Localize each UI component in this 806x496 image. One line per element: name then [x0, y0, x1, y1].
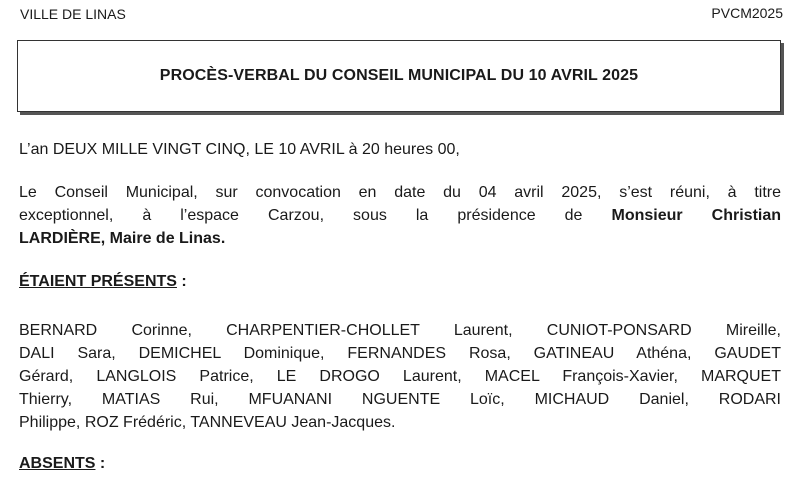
present-line-4: Thierry, MATIAS Rui, MFUANANI NGUENTE Loïc, MICHAUD Daniel, RODARI: [19, 391, 781, 408]
header-reference: PVCM2025: [711, 5, 783, 21]
document-title: PROCÈS-VERBAL DU CONSEIL MUNICIPAL DU 10 AVRIL 2025: [159, 67, 639, 84]
mayor-name-part-1: Monsieur Christian: [611, 207, 782, 224]
present-members-list: [19, 319, 781, 434]
section-present-heading: [19, 273, 187, 291]
title-box: [17, 40, 781, 112]
present-line-1: BERNARD Corinne, CHARPENTIER-CHOLLET Laurent, CUNIOT-PONSARD Mireille,: [19, 322, 781, 339]
present-heading-text: ÉTAIENT PRÉSENTS: [19, 273, 177, 290]
session-line-2-text: exceptionnel, à l’espace Carzou, sous la présidence de: [19, 207, 583, 224]
intro-paragraph: L’an DEUX MILLE VINGT CINQ, LE 10 AVRIL à 20 heures 00,: [19, 141, 460, 158]
absent-heading-suffix: :: [95, 455, 106, 472]
absent-heading-text: ABSENTS: [19, 455, 96, 472]
mayor-name-part-2: LARDIÈRE, Maire de Linas.: [19, 230, 226, 247]
present-heading-suffix: :: [176, 273, 187, 290]
header-municipality: VILLE DE LINAS: [20, 6, 126, 22]
present-line-2: DALI Sara, DEMICHEL Dominique, FERNANDES Rosa, GATINEAU Athéna, GAUDET: [19, 345, 781, 362]
session-line-1: Le Conseil Municipal, sur convocation en date du 04 avril 2025, s’est réuni, à titre: [19, 184, 781, 201]
session-paragraph: [19, 181, 781, 250]
section-absent-heading: [19, 455, 105, 473]
present-line-3: Gérard, LANGLOIS Patrice, LE DROGO Laurent, MACEL François-Xavier, MARQUET: [19, 368, 781, 385]
present-line-5: Philippe, ROZ Frédéric, TANNEVEAU Jean-Jacques.: [19, 414, 396, 431]
session-line-2: [19, 204, 781, 227]
